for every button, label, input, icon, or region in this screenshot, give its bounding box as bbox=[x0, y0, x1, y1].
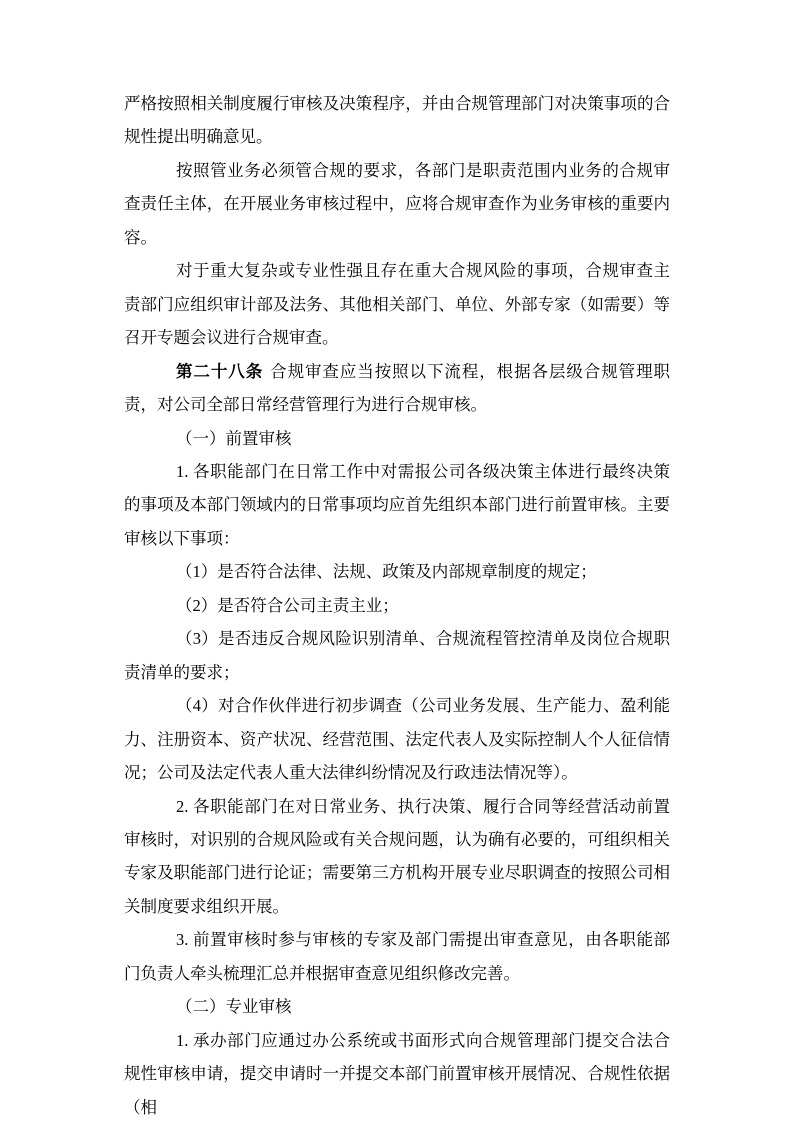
paragraph-text: 对于重大复杂或专业性强且存在重大合规风险的事项，合规审查主责部门应组织审计部及法务、其他相关部门、单位、外部专家（如需要）等召开专题会议进行合规审查。 bbox=[124, 261, 670, 348]
paragraph-text: （3）是否违反合规风险识别清单、合规流程管控清单及岗位合规职责清单的要求； bbox=[124, 629, 670, 682]
paragraph-text: 2. 各职能部门在对日常业务、执行决策、履行合同等经营活动前置审核时，对识别的合规风险或有关合规问题，认为确有必要的，可组织相关专家及职能部门进行论证；需要第三方机构开展专业尽职调查的按照公司相关制度要求组织开展。 bbox=[124, 796, 670, 916]
paragraph bbox=[124, 154, 670, 254]
paragraph bbox=[124, 555, 670, 588]
paragraph-text: 1. 承办部门应通过办公系统或书面形式向合规管理部门提交合法合规性审核申请，提交申请时一并提交本部门前置审核开展情况、合规性依据（相 bbox=[124, 1030, 670, 1117]
paragraph bbox=[124, 87, 670, 154]
paragraph-text: 合规审查应当按照以下流程，根据各层级合规管理职责，对公司全部日常经营管理行为进行合规审核。 bbox=[124, 361, 671, 415]
paragraph-text: 1. 各职能部门在日常工作中对需报公司各级决策主体进行最终决策的事项及本部门领域内的日常事项均应首先组织本部门进行前置审核。主要审核以下事项： bbox=[124, 461, 670, 548]
document-body bbox=[124, 87, 670, 1122]
paragraph bbox=[124, 1024, 670, 1122]
paragraph bbox=[124, 422, 670, 455]
paragraph bbox=[124, 589, 670, 622]
paragraph-text: 严格按照相关制度履行审核及决策程序，并由合规管理部门对决策事项的合规性提出明确意见。 bbox=[124, 94, 670, 147]
paragraph-text: （二）专业审核 bbox=[176, 997, 292, 1017]
paragraph bbox=[124, 923, 670, 990]
paragraph bbox=[124, 355, 670, 422]
paragraph-text: 按照管业务必须管合规的要求，各部门是职责范围内业务的合规审查责任主体，在开展业务审核过程中，应将合规审查作为业务审核的重要内容。 bbox=[124, 160, 670, 247]
paragraph bbox=[124, 990, 670, 1023]
paragraph bbox=[124, 622, 670, 689]
paragraph bbox=[124, 455, 670, 555]
paragraph bbox=[124, 689, 670, 789]
paragraph-text: （2）是否符合公司主责主业； bbox=[176, 595, 399, 615]
paragraph-text: （4）对合作伙伴进行初步调查（公司业务发展、生产能力、盈利能力、注册资本、资产状况、经营范围、法定代表人及实际控制人个人征信情况；公司及法定代表人重大法律纠纷情况及行政违法情况等）。 bbox=[124, 696, 670, 783]
paragraph bbox=[124, 254, 670, 354]
paragraph-text: （1）是否符合法律、法规、政策及内部规章制度的规定； bbox=[176, 562, 597, 582]
paragraph bbox=[124, 790, 670, 924]
paragraph-text: （一）前置审核 bbox=[176, 428, 292, 448]
article-number: 第二十八条 bbox=[176, 361, 264, 381]
paragraph-text: 3. 前置审核时参与审核的专家及部门需提出审查意见，由各职能部门负责人牵头梳理汇总并根据审查意见组织修改完善。 bbox=[124, 930, 670, 983]
